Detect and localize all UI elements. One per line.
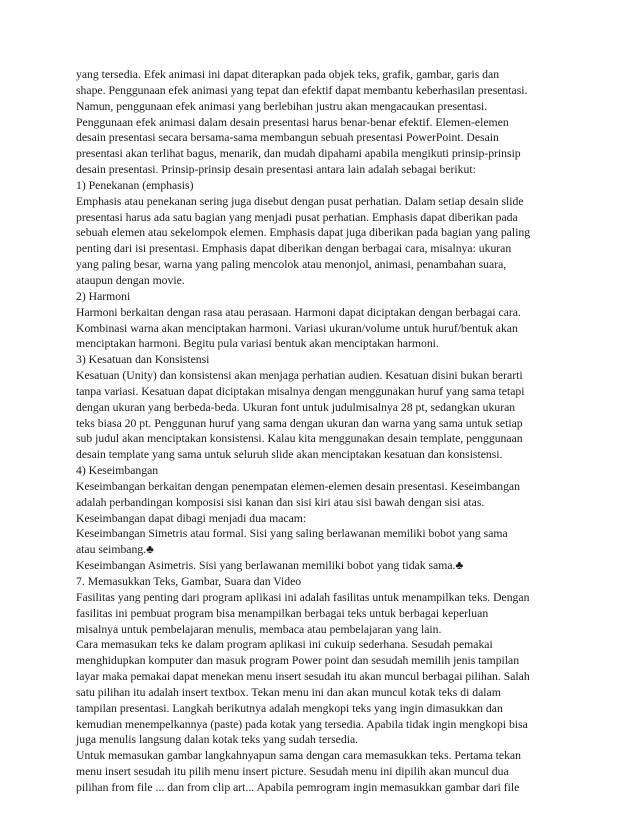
text-line: Kombinasi warna akan menciptakan harmoni. Variasi ukuran/volume untuk huruf/bentuk akan [76, 321, 518, 335]
text-line: Cara memasukan teks ke dalam program aplikasi ini cukuip sederhana. Sesudah pemakai [76, 638, 493, 652]
text-line: tampilan presentasi. Langkah berikutnya adalah mengkopi teks yang ingin dimasukkan dan [76, 701, 503, 715]
text-line: Fasilitas yang penting dari program aplikasi ini adalah fasilitas untuk menampilkan teks. Dengan [76, 590, 530, 604]
text-line: juga menulis langsung dalan kotak teks yang sudah tersedia. [76, 733, 359, 747]
text-line: Namun, penggunaan efek animasi yang berlebihan justru akan mengacaukan presentasi. [76, 99, 488, 113]
text-line: desain template yang sama untuk seluruh slide akan menciptakan kesatuan dan konsistensi. [76, 448, 503, 462]
text-line: adalah perbandingan komposisi sisi kanan dan sisi kiri atau sisi bawah dengan sisi atas. [76, 495, 485, 509]
text-line: menciptakan harmoni. Begitu pula variasi bentuk akan menciptakan harmoni. [76, 337, 439, 351]
text-line: Harmoni berkaitan dengan rasa atau perasaan. Harmoni dapat diciptakan dengan berbagai cara. [76, 305, 521, 319]
list-item: Keseimbangan Simetris atau formal. Sisi yang saling berlawanan memiliki bobot yang sama [76, 527, 508, 541]
text-line: Kesatuan (Unity) dan konsistensi akan menjaga perhatian audien. Kesatuan disini bukan berarti [76, 369, 523, 383]
text-line: menghidupkan komputer dan masuk program Power point dan sesudah memilih jenis tampilan [76, 654, 520, 668]
section-heading: 2) Harmoni [76, 289, 131, 303]
text-line: presentasi akan terlihat bagus, menarik, dan mudah dipahami apabila mengikuti prinsip-prinsip [76, 147, 521, 161]
text-line: Keseimbangan berkaitan dengan penempatan elemen-elemen desain presentasi. Keseimbangan [76, 479, 520, 493]
text-line: layar maka pemakai dapat menekan menu insert sesudah itu akan muncul berbagai pilihan. Salah [76, 670, 530, 684]
section-heading: 4) Keseimbangan [76, 464, 159, 478]
text-line: yang tersedia. Efek animasi ini dapat diterapkan pada objek teks, grafik, gambar, garis dan [76, 68, 500, 81]
text-line: dengan ukuran yang berbeda-beda. Ukuran font untuk judulmisalnya 28 pt, sedangkan ukuran [76, 400, 516, 414]
text-line: Emphasis atau penekanan sering juga disebut dengan pusat perhatian. Dalam setiap desain slide [76, 194, 524, 208]
section-heading: 7. Memasukkan Teks, Gambar, Suara dan Video [76, 575, 302, 588]
text-line: fasilitas ini pembuat program bisa menampilkan berbagai teks untuk berbagai keperluan [76, 606, 489, 620]
text-line: pilihan from file ... dan from clip art... Apabila pemrogram ingin memasukkan gambar dari file [76, 780, 520, 794]
text-line: Penggunaan efek animasi dalam desain presentasi harus benar-benar efektif. Elemen-elemen [76, 115, 509, 129]
text-line: tanpa variasi. Kesatuan dapat diciptakan misalnya dengan menggunakan huruf yang sama tetapi [76, 384, 525, 398]
list-item: atau seimbang.♣ [76, 543, 154, 557]
text-line: kemudian menempelkannya (paste) pada kotak yang tersedia. Apabila tidak ingin mengkopi bisa [76, 717, 528, 731]
section-heading: 3) Kesatuan dan Konsistensi [76, 353, 210, 367]
text-line: satu pilihan itu adalah insert textbox. Tekan menu ini dan akan muncul kotak teks di dalam [76, 685, 501, 699]
text-line: Keseimbangan dapat dibagi menjadi dua macam: [76, 511, 307, 525]
text-line: shape. Penggunaan efek animasi yang tepat dan efektif dapat membantu keberhasilan presentasi. [76, 83, 528, 97]
text-line: desain presentasi. Prinsip-prinsip desain presentasi antara lain adalah sebagai berikut: [76, 163, 476, 177]
section-heading: 1) Penekanan (emphasis) [76, 178, 194, 192]
text-line: menu insert sesudah itu pilih menu insert picture. Sesudah menu ini dipilih akan muncul dua [76, 765, 509, 779]
text-line: Untuk memasukan gambar langkahnyapun sama dengan cara memasukkan teks. Pertama tekan [76, 749, 521, 763]
text-line: misalnya untuk pembelajaran menulis, membaca atau pembelajaran yang lain. [76, 622, 442, 636]
text-line: sub judul akan menciptakan konsistensi. Kalau kita menggunakan desain template, penggunaan [76, 432, 523, 446]
text-line: penting dari isi presentasi. Emphasis dapat diberikan dengan berbagai cara, misalnya: ukuran [76, 242, 512, 256]
text-line: sebuah elemen atau sekelompok elemen. Emphasis dapat juga diberikan pada bagian yang paling [76, 226, 531, 240]
body-text [76, 67, 576, 796]
text-line: teks biasa 20 pt. Penggunan huruf yang sama dengan ukuran dan warna yang sama untuk setiap [76, 416, 523, 430]
text-line: presentasi harus ada satu bagian yang menjadi pusat perhatian. Emphasis dapat diberikan pada [76, 210, 518, 224]
text-line: yang paling besar, warna yang paling mencolok atau menonjol, animasi, penambahan suara, [76, 258, 507, 272]
text-line: desain presentasi secara bersama-sama membangun sebuah presentasi PowerPoint. Desain [76, 131, 499, 145]
list-item: Keseimbangan Asimetris. Sisi yang berlawanan memiliki bobot yang tidak sama.♣ [76, 559, 464, 573]
text-line: ataupun dengan movie. [76, 273, 185, 287]
